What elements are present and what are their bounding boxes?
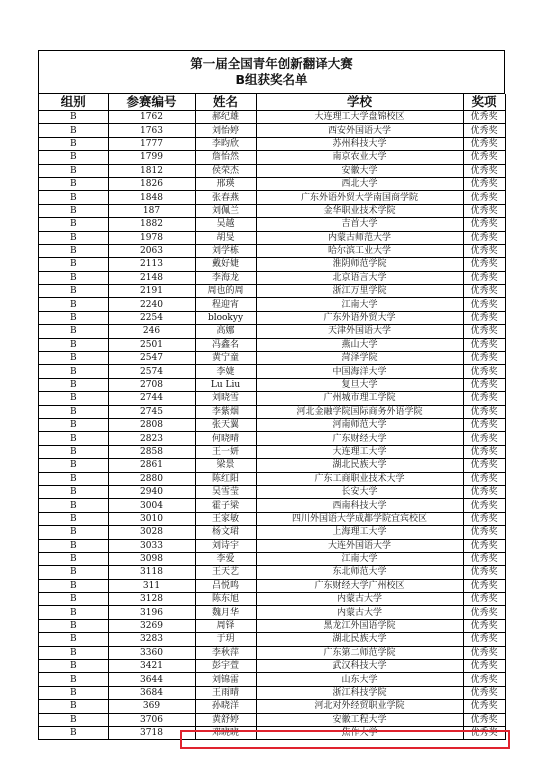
award-cell: 优秀奖 bbox=[463, 111, 505, 124]
group-cell: B bbox=[39, 191, 108, 204]
group-cell: B bbox=[39, 392, 108, 405]
name-cell: 吕悦鸣 bbox=[195, 579, 256, 592]
table-row bbox=[39, 606, 505, 619]
school-cell: 安徽大学 bbox=[256, 164, 463, 177]
entry-id-cell: 3028 bbox=[108, 526, 195, 539]
name-cell: blookyy bbox=[195, 311, 256, 324]
school-cell: 广东外语外贸大学 bbox=[256, 311, 463, 324]
name-cell: 詹怡然 bbox=[195, 151, 256, 164]
entry-id-cell: 3098 bbox=[108, 552, 195, 565]
name-cell: 李海龙 bbox=[195, 271, 256, 284]
header-award: 奖项 bbox=[463, 94, 505, 111]
school-cell: 江南大学 bbox=[256, 298, 463, 311]
table-row bbox=[39, 660, 505, 673]
school-cell: 河南师范大学 bbox=[256, 418, 463, 431]
school-cell: 天津外国语大学 bbox=[256, 325, 463, 338]
header-school: 学校 bbox=[256, 94, 463, 111]
school-cell: 淮阴师范学院 bbox=[256, 258, 463, 271]
header-row bbox=[39, 94, 505, 111]
entry-id-cell: 3421 bbox=[108, 660, 195, 673]
table-body bbox=[39, 111, 505, 740]
award-cell: 优秀奖 bbox=[463, 338, 505, 351]
group-cell: B bbox=[39, 445, 108, 458]
entry-id-cell: 2940 bbox=[108, 485, 195, 498]
entry-id-cell: 3128 bbox=[108, 593, 195, 606]
group-cell: B bbox=[39, 686, 108, 699]
award-cell: 优秀奖 bbox=[463, 526, 505, 539]
school-cell: 燕山大学 bbox=[256, 338, 463, 351]
name-cell: 刘诗宇 bbox=[195, 539, 256, 552]
table-row bbox=[39, 499, 505, 512]
table-row bbox=[39, 244, 505, 257]
school-cell: 大连外国语大学 bbox=[256, 539, 463, 552]
name-cell: 刘佩兰 bbox=[195, 204, 256, 217]
table-row bbox=[39, 325, 505, 338]
name-cell: 刘锦雷 bbox=[195, 673, 256, 686]
entry-id-cell: 2574 bbox=[108, 365, 195, 378]
name-cell: 高娜 bbox=[195, 325, 256, 338]
group-cell: B bbox=[39, 418, 108, 431]
school-cell: 武汉科技大学 bbox=[256, 660, 463, 673]
header-name: 姓名 bbox=[195, 94, 256, 111]
school-cell: 哈尔滨工业大学 bbox=[256, 244, 463, 257]
group-cell: B bbox=[39, 472, 108, 485]
award-list-sheet bbox=[38, 50, 505, 740]
table-row bbox=[39, 633, 505, 646]
award-cell: 优秀奖 bbox=[463, 405, 505, 418]
group-cell: B bbox=[39, 151, 108, 164]
group-cell: B bbox=[39, 311, 108, 324]
award-cell: 优秀奖 bbox=[463, 646, 505, 659]
award-cell: 优秀奖 bbox=[463, 579, 505, 592]
group-cell: B bbox=[39, 633, 108, 646]
name-cell: 周也的周 bbox=[195, 285, 256, 298]
group-cell: B bbox=[39, 111, 108, 124]
table-row bbox=[39, 137, 505, 150]
name-cell: 胡旻 bbox=[195, 231, 256, 244]
group-cell: B bbox=[39, 378, 108, 391]
award-cell: 优秀奖 bbox=[463, 365, 505, 378]
entry-id-cell: 3706 bbox=[108, 713, 195, 726]
entry-id-cell: 2880 bbox=[108, 472, 195, 485]
name-cell: 魏月华 bbox=[195, 606, 256, 619]
award-cell: 优秀奖 bbox=[463, 137, 505, 150]
award-cell: 优秀奖 bbox=[463, 204, 505, 217]
table-row bbox=[39, 512, 505, 525]
group-cell: B bbox=[39, 660, 108, 673]
entry-id-cell: 3360 bbox=[108, 646, 195, 659]
award-cell: 优秀奖 bbox=[463, 606, 505, 619]
award-cell: 优秀奖 bbox=[463, 151, 505, 164]
table-row bbox=[39, 392, 505, 405]
school-cell: 安徽工程大学 bbox=[256, 713, 463, 726]
school-cell: 四川外国语大学成都学院宜宾校区 bbox=[256, 512, 463, 525]
award-cell: 优秀奖 bbox=[463, 352, 505, 365]
table-row bbox=[39, 700, 505, 713]
table-row bbox=[39, 472, 505, 485]
award-cell: 优秀奖 bbox=[463, 244, 505, 257]
group-cell: B bbox=[39, 526, 108, 539]
entry-id-cell: 246 bbox=[108, 325, 195, 338]
school-cell: 吉首大学 bbox=[256, 218, 463, 231]
group-cell: B bbox=[39, 231, 108, 244]
school-cell: 内蒙古大学 bbox=[256, 606, 463, 619]
award-cell: 优秀奖 bbox=[463, 418, 505, 431]
table-row bbox=[39, 338, 505, 351]
name-cell: 王雨晴 bbox=[195, 686, 256, 699]
entry-id-cell: 3004 bbox=[108, 499, 195, 512]
entry-id-cell: 1882 bbox=[108, 218, 195, 231]
name-cell: 何晓晴 bbox=[195, 432, 256, 445]
header-entry-id: 参赛编号 bbox=[108, 94, 195, 111]
group-cell: B bbox=[39, 258, 108, 271]
name-cell: 李婕 bbox=[195, 365, 256, 378]
table-row bbox=[39, 566, 505, 579]
name-cell: 刘怡婷 bbox=[195, 124, 256, 137]
school-cell: 西北大学 bbox=[256, 177, 463, 190]
name-cell: 张天翼 bbox=[195, 418, 256, 431]
school-cell: 长安大学 bbox=[256, 485, 463, 498]
table-row bbox=[39, 191, 505, 204]
award-cell: 优秀奖 bbox=[463, 164, 505, 177]
school-cell: 河北对外经贸职业学院 bbox=[256, 700, 463, 713]
name-cell: 李紫烟 bbox=[195, 405, 256, 418]
name-cell: 孙晓洋 bbox=[195, 700, 256, 713]
school-cell: 广东财经大学 bbox=[256, 432, 463, 445]
table-row bbox=[39, 231, 505, 244]
award-cell: 优秀奖 bbox=[463, 258, 505, 271]
group-cell: B bbox=[39, 124, 108, 137]
group-cell: B bbox=[39, 579, 108, 592]
name-cell: 杨文珺 bbox=[195, 526, 256, 539]
entry-id-cell: 2254 bbox=[108, 311, 195, 324]
entry-id-cell: 187 bbox=[108, 204, 195, 217]
table-row bbox=[39, 177, 505, 190]
school-cell: 上海理工大学 bbox=[256, 526, 463, 539]
award-cell: 优秀奖 bbox=[463, 593, 505, 606]
school-cell: 内蒙古大学 bbox=[256, 593, 463, 606]
group-cell: B bbox=[39, 646, 108, 659]
group-cell: B bbox=[39, 459, 108, 472]
entry-id-cell: 3196 bbox=[108, 606, 195, 619]
award-cell: 优秀奖 bbox=[463, 392, 505, 405]
award-cell: 优秀奖 bbox=[463, 673, 505, 686]
award-cell: 优秀奖 bbox=[463, 271, 505, 284]
name-cell: 冯鑫名 bbox=[195, 338, 256, 351]
table-row bbox=[39, 713, 505, 726]
award-cell: 优秀奖 bbox=[463, 124, 505, 137]
award-cell: 优秀奖 bbox=[463, 686, 505, 699]
award-cell: 优秀奖 bbox=[463, 499, 505, 512]
entry-id-cell: 3718 bbox=[108, 726, 195, 739]
name-cell: Lu Liu bbox=[195, 378, 256, 391]
table-row bbox=[39, 552, 505, 565]
name-cell: 陈红阳 bbox=[195, 472, 256, 485]
table-row bbox=[39, 204, 505, 217]
group-cell: B bbox=[39, 539, 108, 552]
award-cell: 优秀奖 bbox=[463, 552, 505, 565]
table-row bbox=[39, 619, 505, 632]
award-cell: 优秀奖 bbox=[463, 713, 505, 726]
award-cell: 优秀奖 bbox=[463, 660, 505, 673]
name-cell: 王一妍 bbox=[195, 445, 256, 458]
award-cell: 优秀奖 bbox=[463, 378, 505, 391]
school-cell: 菏泽学院 bbox=[256, 352, 463, 365]
entry-id-cell: 3283 bbox=[108, 633, 195, 646]
group-cell: B bbox=[39, 365, 108, 378]
table-row bbox=[39, 352, 505, 365]
award-cell: 优秀奖 bbox=[463, 539, 505, 552]
school-cell: 湖北民族大学 bbox=[256, 459, 463, 472]
table-row bbox=[39, 459, 505, 472]
table-row bbox=[39, 579, 505, 592]
entry-id-cell: 2148 bbox=[108, 271, 195, 284]
entry-id-cell: 2501 bbox=[108, 338, 195, 351]
school-cell: 西安外国语大学 bbox=[256, 124, 463, 137]
award-cell: 优秀奖 bbox=[463, 633, 505, 646]
entry-id-cell: 2823 bbox=[108, 432, 195, 445]
name-cell: 李爱 bbox=[195, 552, 256, 565]
entry-id-cell: 3118 bbox=[108, 566, 195, 579]
table-row bbox=[39, 445, 505, 458]
school-cell: 广东第二师范学院 bbox=[256, 646, 463, 659]
entry-id-cell: 2861 bbox=[108, 459, 195, 472]
table-row bbox=[39, 285, 505, 298]
name-cell: 郝纪雄 bbox=[195, 111, 256, 124]
group-cell: B bbox=[39, 499, 108, 512]
award-cell: 优秀奖 bbox=[463, 285, 505, 298]
table-row bbox=[39, 218, 505, 231]
entry-id-cell: 1812 bbox=[108, 164, 195, 177]
name-cell: 邓晓晓 bbox=[195, 726, 256, 739]
name-cell: 黄宁童 bbox=[195, 352, 256, 365]
award-cell: 优秀奖 bbox=[463, 432, 505, 445]
group-cell: B bbox=[39, 285, 108, 298]
name-cell: 张春燕 bbox=[195, 191, 256, 204]
table-row bbox=[39, 432, 505, 445]
entry-id-cell: 2113 bbox=[108, 258, 195, 271]
table-row bbox=[39, 593, 505, 606]
award-cell: 优秀奖 bbox=[463, 512, 505, 525]
entry-id-cell: 1826 bbox=[108, 177, 195, 190]
table-row bbox=[39, 378, 505, 391]
name-cell: 黄舒婷 bbox=[195, 713, 256, 726]
school-cell: 南京农业大学 bbox=[256, 151, 463, 164]
award-cell: 优秀奖 bbox=[463, 700, 505, 713]
name-cell: 程迎宵 bbox=[195, 298, 256, 311]
list-subtitle: B组获奖名单 bbox=[235, 72, 308, 87]
group-cell: B bbox=[39, 352, 108, 365]
award-cell: 优秀奖 bbox=[463, 472, 505, 485]
school-cell: 焦作大学 bbox=[256, 726, 463, 739]
name-cell: 霍子梁 bbox=[195, 499, 256, 512]
school-cell: 大连理工大学 bbox=[256, 445, 463, 458]
group-cell: B bbox=[39, 244, 108, 257]
group-cell: B bbox=[39, 204, 108, 217]
group-cell: B bbox=[39, 218, 108, 231]
name-cell: 戴好婕 bbox=[195, 258, 256, 271]
school-cell: 浙江万里学院 bbox=[256, 285, 463, 298]
table-row bbox=[39, 271, 505, 284]
entry-id-cell: 1762 bbox=[108, 111, 195, 124]
group-cell: B bbox=[39, 271, 108, 284]
name-cell: 吴越 bbox=[195, 218, 256, 231]
award-cell: 优秀奖 bbox=[463, 311, 505, 324]
entry-id-cell: 1777 bbox=[108, 137, 195, 150]
header-group: 组别 bbox=[39, 94, 108, 111]
group-cell: B bbox=[39, 298, 108, 311]
entry-id-cell: 2240 bbox=[108, 298, 195, 311]
name-cell: 李秋萍 bbox=[195, 646, 256, 659]
entry-id-cell: 2708 bbox=[108, 378, 195, 391]
school-cell: 广州城市理工学院 bbox=[256, 392, 463, 405]
name-cell: 周铎 bbox=[195, 619, 256, 632]
entry-id-cell: 1978 bbox=[108, 231, 195, 244]
award-cell: 优秀奖 bbox=[463, 459, 505, 472]
school-cell: 西南科技大学 bbox=[256, 499, 463, 512]
table-row bbox=[39, 311, 505, 324]
award-cell: 优秀奖 bbox=[463, 619, 505, 632]
name-cell: 吴雪莹 bbox=[195, 485, 256, 498]
table-row bbox=[39, 526, 505, 539]
group-cell: B bbox=[39, 552, 108, 565]
school-cell: 复旦大学 bbox=[256, 378, 463, 391]
school-cell: 河北金融学院国际商务外语学院 bbox=[256, 405, 463, 418]
table-row bbox=[39, 539, 505, 552]
table-row bbox=[39, 726, 505, 739]
award-cell: 优秀奖 bbox=[463, 566, 505, 579]
competition-title: 第一届全国青年创新翻译大赛 bbox=[190, 56, 353, 71]
table-row bbox=[39, 418, 505, 431]
group-cell: B bbox=[39, 325, 108, 338]
group-cell: B bbox=[39, 673, 108, 686]
school-cell: 山东大学 bbox=[256, 673, 463, 686]
name-cell: 李昀欣 bbox=[195, 137, 256, 150]
group-cell: B bbox=[39, 485, 108, 498]
table-row bbox=[39, 686, 505, 699]
table-row bbox=[39, 673, 505, 686]
group-cell: B bbox=[39, 619, 108, 632]
table-row bbox=[39, 646, 505, 659]
name-cell: 梁景 bbox=[195, 459, 256, 472]
entry-id-cell: 1848 bbox=[108, 191, 195, 204]
school-cell: 广东财经大学广州校区 bbox=[256, 579, 463, 592]
group-cell: B bbox=[39, 700, 108, 713]
entry-id-cell: 3684 bbox=[108, 686, 195, 699]
entry-id-cell: 3010 bbox=[108, 512, 195, 525]
name-cell: 于玥 bbox=[195, 633, 256, 646]
award-cell: 优秀奖 bbox=[463, 298, 505, 311]
group-cell: B bbox=[39, 432, 108, 445]
table-row bbox=[39, 111, 505, 124]
entry-id-cell: 2063 bbox=[108, 244, 195, 257]
school-cell: 内蒙古师范大学 bbox=[256, 231, 463, 244]
entry-id-cell: 369 bbox=[108, 700, 195, 713]
group-cell: B bbox=[39, 726, 108, 739]
name-cell: 王家敏 bbox=[195, 512, 256, 525]
table-row bbox=[39, 164, 505, 177]
table-row bbox=[39, 151, 505, 164]
group-cell: B bbox=[39, 606, 108, 619]
entry-id-cell: 2858 bbox=[108, 445, 195, 458]
award-table bbox=[39, 94, 506, 740]
school-cell: 中国海洋大学 bbox=[256, 365, 463, 378]
award-cell: 优秀奖 bbox=[463, 177, 505, 190]
school-cell: 湖北民族大学 bbox=[256, 633, 463, 646]
school-cell: 黑龙江外国语学院 bbox=[256, 619, 463, 632]
entry-id-cell: 2808 bbox=[108, 418, 195, 431]
entry-id-cell: 3269 bbox=[108, 619, 195, 632]
school-cell: 苏州科技大学 bbox=[256, 137, 463, 150]
award-cell: 优秀奖 bbox=[463, 325, 505, 338]
entry-id-cell: 1763 bbox=[108, 124, 195, 137]
name-cell: 刘晓雪 bbox=[195, 392, 256, 405]
group-cell: B bbox=[39, 405, 108, 418]
entry-id-cell: 3644 bbox=[108, 673, 195, 686]
entry-id-cell: 2191 bbox=[108, 285, 195, 298]
entry-id-cell: 3033 bbox=[108, 539, 195, 552]
entry-id-cell: 311 bbox=[108, 579, 195, 592]
group-cell: B bbox=[39, 512, 108, 525]
school-cell: 东北师范大学 bbox=[256, 566, 463, 579]
school-cell: 浙江科技学院 bbox=[256, 686, 463, 699]
group-cell: B bbox=[39, 177, 108, 190]
school-cell: 广东外语外贸大学南国商学院 bbox=[256, 191, 463, 204]
group-cell: B bbox=[39, 164, 108, 177]
award-cell: 优秀奖 bbox=[463, 485, 505, 498]
name-cell: 彭宇萱 bbox=[195, 660, 256, 673]
table-row bbox=[39, 485, 505, 498]
group-cell: B bbox=[39, 338, 108, 351]
table-row bbox=[39, 365, 505, 378]
table-row bbox=[39, 124, 505, 137]
table-row bbox=[39, 405, 505, 418]
award-cell: 优秀奖 bbox=[463, 445, 505, 458]
name-cell: 侯荣杰 bbox=[195, 164, 256, 177]
award-cell: 优秀奖 bbox=[463, 726, 505, 739]
name-cell: 王天艺 bbox=[195, 566, 256, 579]
name-cell: 邢瑛 bbox=[195, 177, 256, 190]
school-cell: 北京语言大学 bbox=[256, 271, 463, 284]
name-cell: 陈东旭 bbox=[195, 593, 256, 606]
group-cell: B bbox=[39, 137, 108, 150]
group-cell: B bbox=[39, 593, 108, 606]
table-row bbox=[39, 258, 505, 271]
award-cell: 优秀奖 bbox=[463, 218, 505, 231]
school-cell: 江南大学 bbox=[256, 552, 463, 565]
entry-id-cell: 2744 bbox=[108, 392, 195, 405]
award-cell: 优秀奖 bbox=[463, 191, 505, 204]
school-cell: 广东工商职业技术大学 bbox=[256, 472, 463, 485]
school-cell: 大连理工大学盘锦校区 bbox=[256, 111, 463, 124]
name-cell: 刘学栋 bbox=[195, 244, 256, 257]
table-row bbox=[39, 298, 505, 311]
school-cell: 金华职业技术学院 bbox=[256, 204, 463, 217]
title-block bbox=[39, 51, 505, 94]
entry-id-cell: 1799 bbox=[108, 151, 195, 164]
award-cell: 优秀奖 bbox=[463, 231, 505, 244]
group-cell: B bbox=[39, 566, 108, 579]
entry-id-cell: 2745 bbox=[108, 405, 195, 418]
entry-id-cell: 2547 bbox=[108, 352, 195, 365]
group-cell: B bbox=[39, 713, 108, 726]
